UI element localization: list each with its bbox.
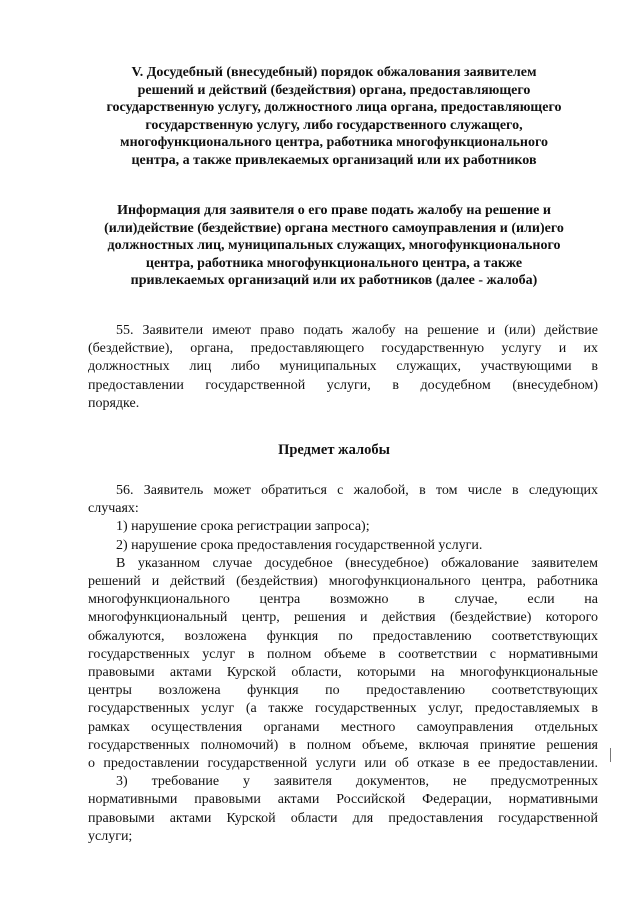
paragraph-line: государственных услуг (а также государственных услуг, предоставляемых в: [88, 701, 598, 717]
scan-margin-mark: [610, 748, 611, 762]
paragraph-line: случаях:: [88, 501, 139, 517]
paragraph-line: рамках осуществления органами местного самоуправления отдельных: [88, 719, 598, 735]
paragraph-line: должностных лиц либо муниципальных служащих, участвующими в: [88, 359, 598, 375]
list-item: 3) требование у заявителя документов, не предусмотренных: [116, 774, 598, 790]
subject-heading-text: Предмет жалобы: [278, 442, 390, 458]
paragraph-55: [88, 322, 598, 413]
info-heading: [70, 202, 598, 290]
paragraph-line: нормативными правовыми актами Российской Федерации, нормативными: [88, 792, 598, 808]
paragraph-line: правовыми актами Курской области для предоставления государственной: [88, 810, 598, 826]
paragraph-line: правовыми актами Курской области, которыми на многофункциональные: [88, 665, 598, 681]
section-heading-line: государственную услугу, должностного лица органа, предоставляющего: [106, 100, 562, 116]
paragraph-line: В указанном случае досудебное (внесудебное) обжалование заявителем: [116, 555, 598, 571]
section-heading-line: центра, а также привлекаемых организаций или их работников: [131, 152, 537, 168]
paragraph-line: государственных полномочий) в полном объеме, включая принятие решения: [88, 737, 598, 753]
info-heading-line: Информация для заявителя о его праве подать жалобу на решение и: [117, 203, 551, 218]
paragraph-line: многофункциональный центр, решения и действия (бездействие) которого: [88, 610, 598, 626]
list-item: 2) нарушение срока предоставления государственной услуги.: [116, 537, 483, 553]
section-heading-line: государственную услугу, либо государственного служащего,: [145, 117, 523, 133]
paragraph-line: о предоставлении государственной услуги или об отказе в ее предоставлении.: [88, 756, 598, 772]
paragraph-line: центры возложена функция по предоставлению соответствующих: [88, 683, 598, 699]
info-heading-line: (или)действие (бездействие) органа местного самоуправления и (или)его: [104, 220, 564, 236]
paragraph-line: 55. Заявители имеют право подать жалобу на решение и (или) действие: [116, 323, 598, 338]
section-heading-line: многофункционального центра, работника многофункционального: [120, 135, 548, 151]
info-heading-line: привлекаемых организаций или их работников (далее - жалоба): [130, 273, 538, 289]
info-heading-line: должностных лиц, муниципальных служащих, многофункционального: [107, 238, 561, 254]
paragraph-line: обжалуются, возложена функция по предоставлению соответствующих: [88, 628, 598, 644]
subject-heading: [70, 442, 598, 460]
paragraph-line: порядке.: [88, 395, 140, 411]
section-heading-line: V. Досудебный (внесудебный) порядок обжалования заявителем: [131, 65, 537, 80]
section-heading: [70, 64, 598, 170]
list-item: 1) нарушение срока регистрации запроса);: [116, 519, 370, 535]
paragraph-line: 56. Заявитель может обратиться с жалобой, в том числе в следующих: [116, 483, 598, 498]
paragraph-line: услуги;: [88, 828, 133, 844]
paragraph-line: решений и действий (бездействия) многофункционального центра, работника: [88, 574, 598, 590]
paragraph-line: государственных услуг в полном объеме в соответствии с нормативными: [88, 646, 598, 662]
section-heading-line: решений и действий (бездействия) органа, предоставляющего: [137, 82, 531, 98]
paragraph-line: предоставлении государственной услуги, в досудебном (внесудебном): [88, 377, 598, 393]
info-heading-line: центра, работника многофункционального центра, а также: [145, 255, 523, 271]
paragraph-line: многофункционального центра возможно в случае, если на: [88, 592, 598, 608]
paragraph-line: (бездействие), органа, предоставляющего государственную услугу и их: [88, 341, 598, 357]
paragraph-56: [88, 482, 598, 846]
